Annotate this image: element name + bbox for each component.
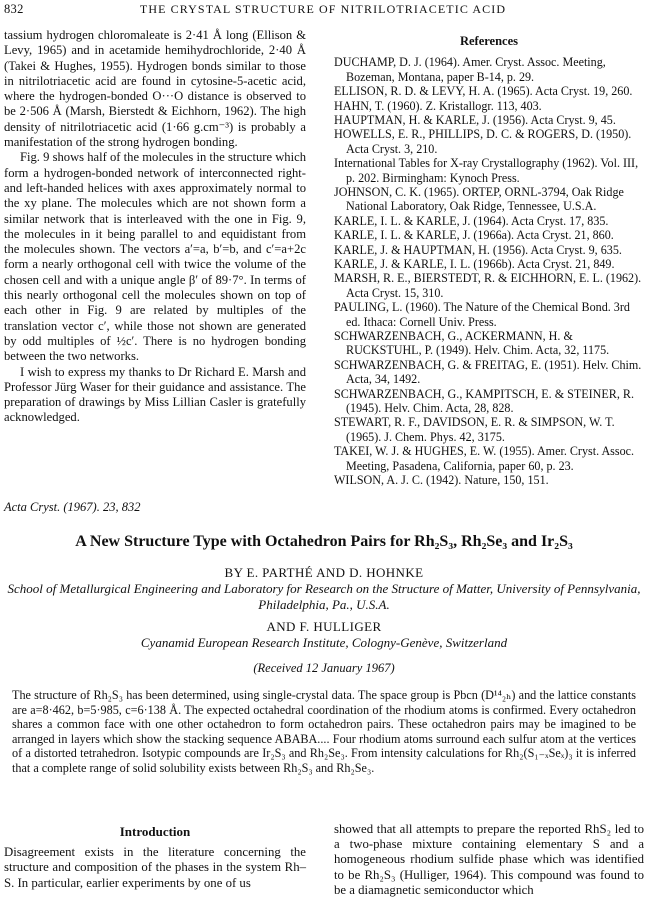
reference-item: SCHWARZENBACH, G. & FREITAG, E. (1951). Helv. Chim. Acta, 34, 1492. <box>334 357 642 387</box>
affiliation-secondary: Cyanamid European Research Institute, Cologny-Genève, Switzerland <box>140 635 508 650</box>
reference-item: International Tables for X-ray Crystallography (1962). Vol. III, p. 202. Birmingham: Kynoch Press. <box>334 156 639 185</box>
reference-item: TAKEI, W. J. & HUGHES, E. W. (1955). Amer. Cryst. Assoc. Meeting, Pasadena, California, paper 60, p. 23. <box>334 444 635 473</box>
reference-item: STEWART, R. F., DAVIDSON, E. R. & SIMPSON, W. T. (1965). J. Chem. Phys. 42, 3175. <box>334 415 615 444</box>
right-column <box>334 28 644 487</box>
affiliation-primary: School of Metallurgical Engineering and Laboratory for Research on the Structure of Matter, University of Pennsylvania, Philadelphia, Pa., U.S.A. <box>7 581 641 612</box>
acknowledgement: I wish to express my thanks to Dr Richard E. Marsh and Professor Jürg Waser for their guidance and assistance. The preparation of drawings by Miss Lillian Casler is gratefully acknowledged. <box>4 364 306 425</box>
references-list <box>334 55 644 487</box>
reference-item: PAULING, L. (1960). The Nature of the Chemical Bond. 3rd ed. Ithaca: Cornell Univ. Press. <box>334 300 630 329</box>
reference-item: JOHNSON, C. K. (1965). ORTEP, ORNL-3794, Oak Ridge National Laboratory, Oak Ridge, Tennessee, U.S.A. <box>334 184 624 214</box>
body-paragraph: Fig. 9 shows half of the molecules in the structure which form a hydrogen-bonded network of interconnected right- and left-handed helices with axes approximately normal to the xy plane. The molecules which are not shown form a similar network that is interleaved with the one in Fig. 9, the molecules in it being parallel to and equidistant from the molecules shown. The vectors a′=a, b′=b, and c′=a+2c form a nearly orthogonal cell with twice the volume of the chosen cell and with a unique angle β′ of 89·7°. In terms of this nearly orthogonal cell the molecules shown on top of each other in Fig. 9 are related by multiples of the translation vector c′, while those not shown are generated by odd multiples of ½c′. There is no hydrogen bonding between the two networks. <box>4 150 306 364</box>
reference-item: KARLE, I. L. & KARLE, J. (1964). Acta Cryst. 17, 835. <box>334 213 609 228</box>
reference-item: HOWELLS, E. R., PHILLIPS, D. C. & ROGERS, D. (1950). Acta Cryst. 3, 210. <box>334 127 632 156</box>
page-header <box>4 2 642 20</box>
left-column <box>4 28 306 426</box>
authors-secondary: AND F. HULLIGER <box>266 619 382 634</box>
abstract: The structure of Rh₂S₃ has been determined, using single-crystal data. The space group is Pbcn (D¹⁴₂ₕ) and the lattice constants are a=8·462, b=5·985, c=6·138 Å. The expected octahedral coordination of the rhodium atoms is confirmed. Every octahedron shares a common face with one other octahedron to form octahedron pairs. These octahedron pairs may be imagined to be arranged in layers which show the stacking sequence ABABA.... Four rhodium atoms surround each sulfur atom at the vertices of a distorted tetrahedron. Isotypic compounds are Ir₂S₃ and Rh₂Se₃. From intensity calculations for Rh₂(S₁₋ₓSeₓ)₃ it is inferred that a complete range of solid solubility exists between Rh₂S₃ and Rh₂Se₃. <box>12 688 636 775</box>
reference-item: WILSON, A. J. C. (1942). Nature, 150, 151. <box>334 473 549 488</box>
intro-paragraph-continued: showed that all attempts to prepare the reported RhS₂ led to a two-phase mixture containing elementary S and a homogeneous rhodium sulfide phase which was identified to be Rh₂S₃ (Hulliger, 1964). This compound was found to be a diamagnetic semiconductor which <box>334 822 644 897</box>
intro-left-column <box>4 822 306 891</box>
new-article <box>4 500 644 776</box>
reference-item: SCHWARZENBACH, G., ACKERMANN, H. & RUCKSTUHL, P. (1949). Helv. Chim. Acta, 32, 1175. <box>334 329 610 358</box>
reference-item: MARSH, R. E., BIERSTEDT, R. & EICHHORN, E. L. (1962). Acta Cryst. 15, 310. <box>334 271 642 300</box>
journal-citation: Acta Cryst. (1967). 23, 832 <box>4 500 141 514</box>
reference-item: DUCHAMP, D. J. (1964). Amer. Cryst. Assoc. Meeting, Bozeman, Montana, paper B-14, p. 29. <box>334 55 606 84</box>
reference-item: KARLE, I. L. & KARLE, J. (1966a). Acta Cryst. 21, 860. <box>334 228 614 243</box>
intro-paragraph: Disagreement exists in the literature concerning the structure and composition of the phases in the system Rh–S. In particular, earlier experiments by one of us <box>4 845 306 890</box>
body-paragraph: tassium hydrogen chloromaleate is 2·41 Å long (Ellison & Levy, 1965) and in acetamide hemihydrochloride, 2·40 Å (Takei & Hughes, 1955). Hydrogen bonds similar to those in nitrilotriacetic acid are found in cytosine-5-acetic acid, where the hydrogen-bonded O···O distance is observed to be 2·506 Å (Marsh, Bierstedt & Eichhorn, 1962). The high density of nitrilotriacetic acid (1·66 g.cm⁻³) is probably a manifestation of the strong hydrogen bonding. <box>4 28 306 150</box>
reference-item: SCHWARZENBACH, G., KAMPITSCH, E. & STEINER, R. (1945). Helv. Chim. Acta, 28, 828. <box>334 386 635 416</box>
reference-item: HAHN, T. (1960). Z. Kristallogr. 113, 403. <box>334 98 542 113</box>
received-date: (Received 12 January 1967) <box>253 661 395 675</box>
article-title: A New Structure Type with Octahedron Pairs for Rh₂S₃, Rh₂Se₃ and Ir₂S₃ <box>75 533 573 550</box>
reference-item: KARLE, J. & HAUPTMAN, H. (1956). Acta Cryst. 9, 635. <box>334 242 622 257</box>
references-heading: References <box>459 34 519 48</box>
reference-item: HAUPTMAN, H. & KARLE, J. (1956). Acta Cryst. 9, 45. <box>334 112 616 127</box>
introduction-heading: Introduction <box>119 824 191 839</box>
intro-right-column <box>334 822 644 898</box>
page-number: 832 <box>4 2 24 16</box>
authors-primary: BY E. PARTHÉ AND D. HOHNKE <box>224 565 424 580</box>
running-title: THE CRYSTAL STRUCTURE OF NITRILOTRIACETIC ACID <box>139 2 507 16</box>
reference-item: KARLE, J. & KARLE, I. L. (1966b). Acta Cryst. 21, 849. <box>334 256 615 271</box>
reference-item: ELLISON, R. D. & LEVY, H. A. (1965). Acta Cryst. 19, 260. <box>334 84 633 99</box>
